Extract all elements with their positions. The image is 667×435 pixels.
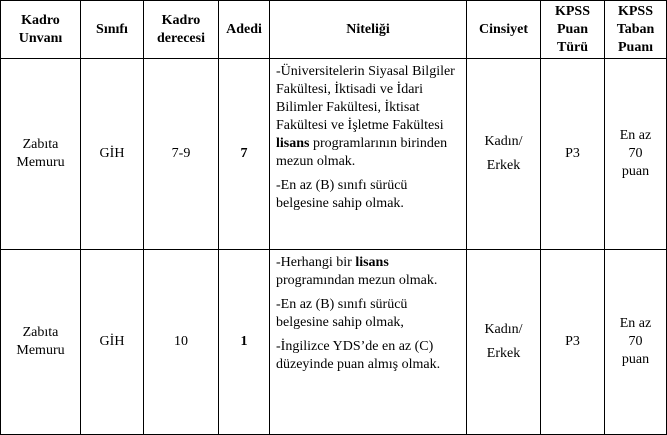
cell-cinsiyet: Kadın/ Erkek	[467, 250, 541, 435]
nitelik-paragraph: -Üniversitelerin Siyasal Bilgiler Fakültesi, İktisadi ve İdari Bilimler Fakültesi, İktisat Fakültesi ve İşletme Fakültesi lisans programlarının birinden mezun olmak.	[276, 64, 455, 169]
cell-derece: 10	[144, 250, 219, 435]
table-row	[1, 250, 667, 435]
header-cinsiyet: Cinsiyet	[467, 1, 541, 59]
header-kadro-unvani: Kadro Unvanı	[1, 1, 81, 59]
cell-cinsiyet: Kadın/ Erkek	[467, 59, 541, 250]
header-kpss-puan-turu: KPSS Puan Türü	[541, 1, 605, 59]
cell-sinif: GİH	[81, 59, 144, 250]
cell-derece: 7-9	[144, 59, 219, 250]
nitelik-paragraph: -En az (B) sınıfı sürücü belgesine sahip olmak.	[276, 178, 408, 211]
cell-adet: 1	[219, 250, 270, 435]
nitelik-paragraph: -İngilizce YDS’de en az (C) düzeyinde puan almış olmak.	[276, 339, 441, 372]
table-row	[1, 59, 667, 250]
cell-unvan: Zabıta Memuru	[1, 59, 81, 250]
cell-adet: 7	[219, 59, 270, 250]
nitelik-paragraph: -Herhangi bir lisans programından mezun olmak.	[276, 255, 438, 288]
cell-puan-turu: P3	[541, 250, 605, 435]
cell-nitelik	[270, 250, 467, 435]
header-adedi: Adedi	[219, 1, 270, 59]
cell-nitelik	[270, 59, 467, 250]
cell-taban-puan: En az 70 puan	[605, 250, 667, 435]
nitelik-paragraph: -En az (B) sınıfı sürücü belgesine sahip olmak,	[276, 297, 408, 330]
header-niteligi: Niteliği	[270, 1, 467, 59]
cell-sinif: GİH	[81, 250, 144, 435]
cell-taban-puan: En az 70 puan	[605, 59, 667, 250]
header-sinifi: Sınıfı	[81, 1, 144, 59]
cell-unvan: Zabıta Memuru	[1, 250, 81, 435]
header-kpss-taban-puani: KPSS Taban Puanı	[605, 1, 667, 59]
cell-puan-turu: P3	[541, 59, 605, 250]
header-kadro-derecesi: Kadro derecesi	[144, 1, 219, 59]
header-row	[1, 1, 667, 59]
